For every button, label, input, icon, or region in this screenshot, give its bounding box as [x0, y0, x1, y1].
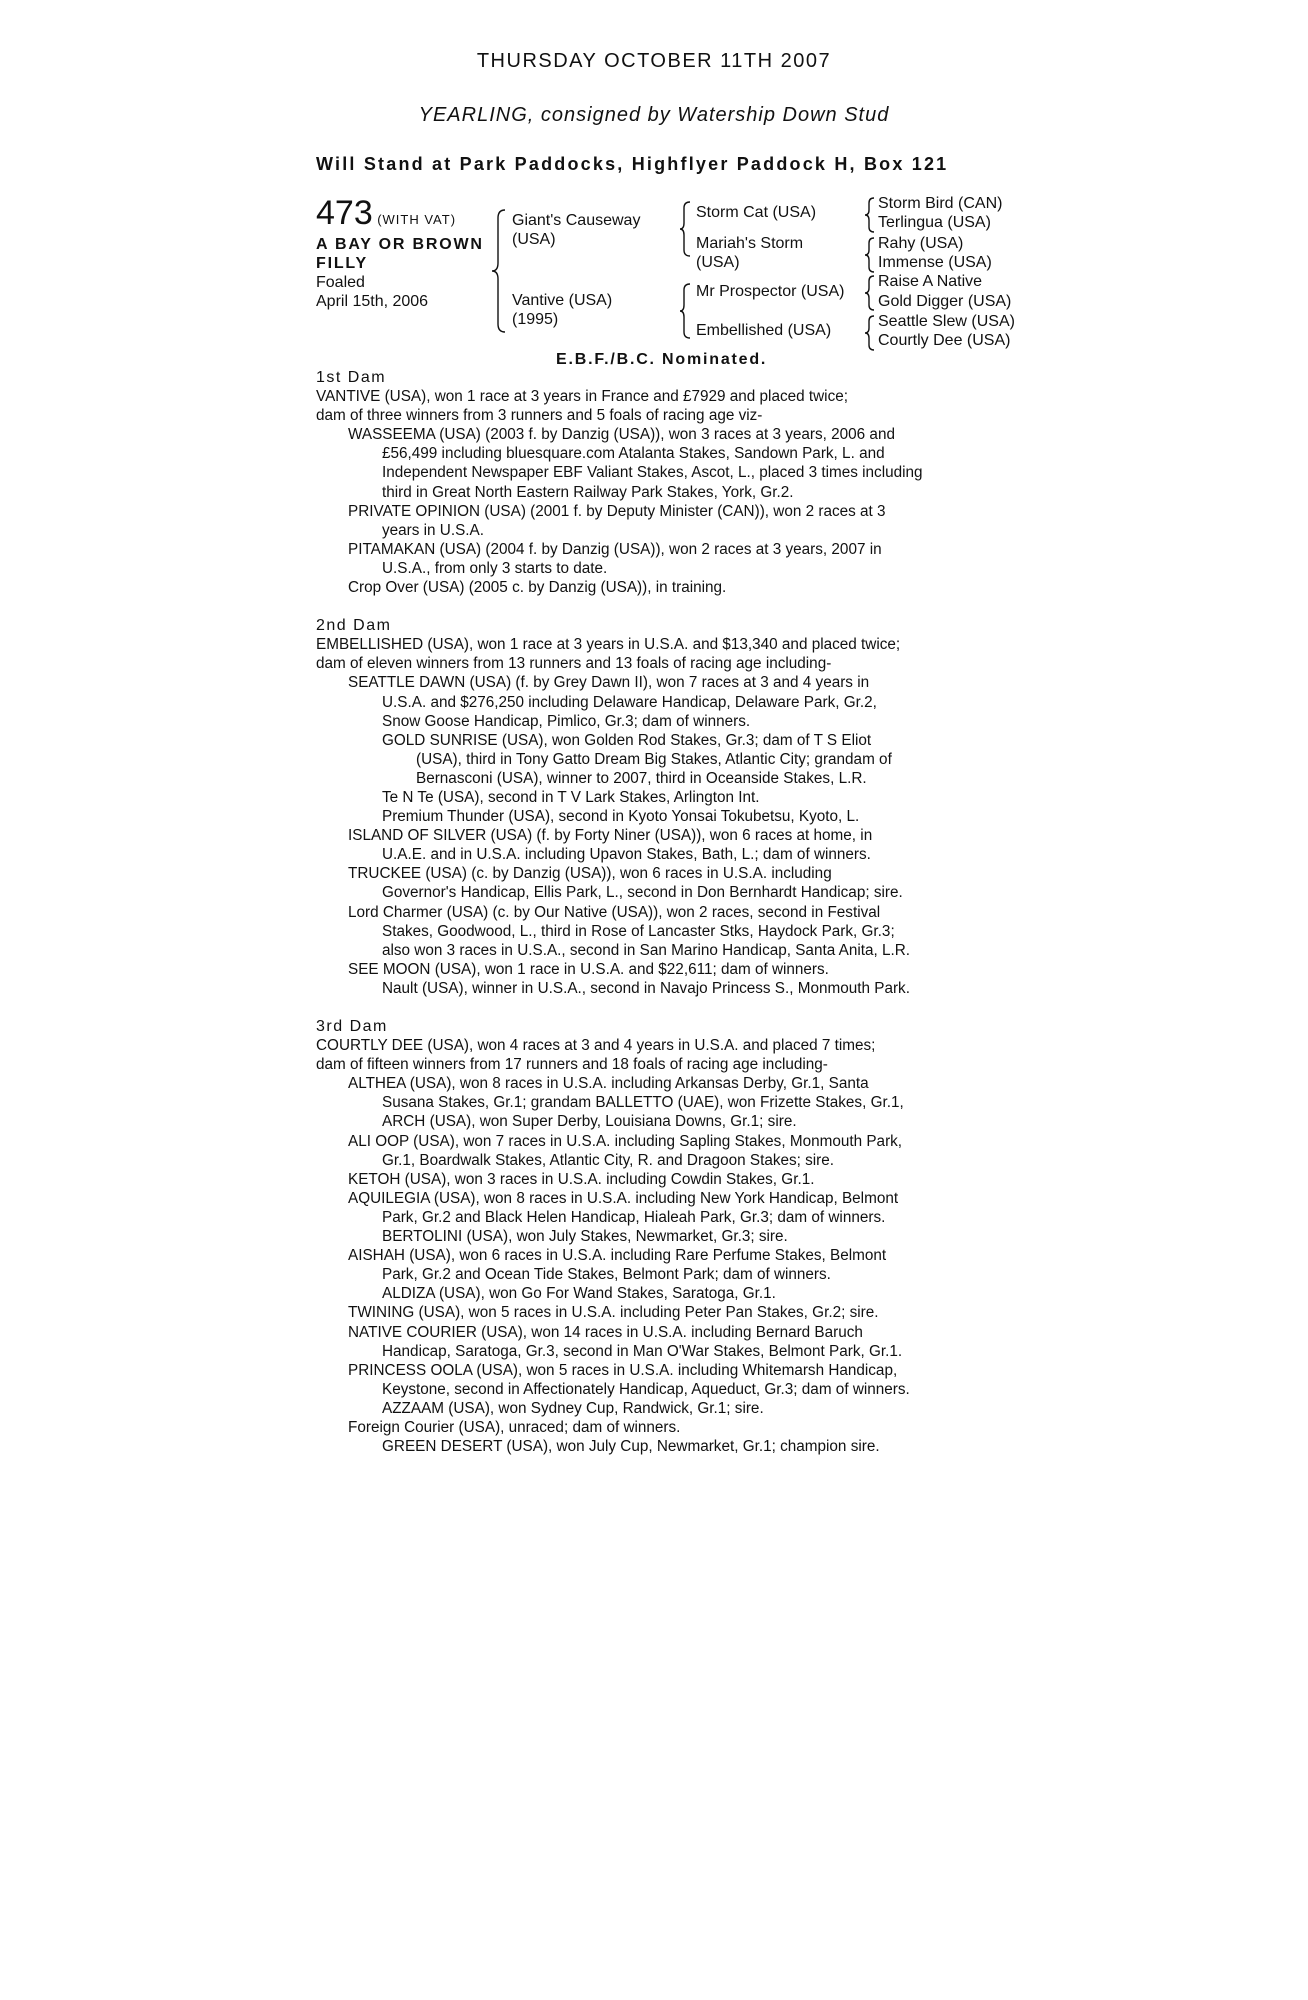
second-dam-line: Stakes, Goodwood, L., third in Rose of Lancaster Stks, Haydock Park, Gr.3; — [382, 922, 895, 940]
second-dam-line: Governor's Handicap, Ellis Park, L., second in Don Bernhardt Handicap; sire. — [382, 884, 903, 902]
second-dam-line: also won 3 races in U.S.A., second in San Marino Handicap, Santa Anita, L.R. — [382, 941, 911, 959]
first-dam-line: WASSEEMA (USA) (2003 f. by Danzig (USA)), won 3 races at 3 years, 2006 and — [348, 426, 895, 444]
third-dam-line: Handicap, Saratoga, Gr.3, second in Man O'War Stakes, Belmont Park, Gr.1. — [382, 1342, 903, 1360]
first-dam-line: Crop Over (USA) (2005 c. by Danzig (USA)), in training. — [348, 579, 727, 597]
consignment-line: YEARLING, consigned by Watership Down Stud — [418, 104, 890, 126]
third-dam-line: Susana Stakes, Gr.1; grandam BALLETTO (UAE), won Frizette Stakes, Gr.1, — [382, 1094, 904, 1112]
first-dam-line: VANTIVE (USA), won 1 race at 3 years in France and £7929 and placed twice; — [316, 388, 848, 406]
pedigree-brace-g4 — [864, 314, 876, 352]
third-dam-line: ALI OOP (USA), won 7 races in U.S.A. including Sapling Stakes, Monmouth Park, — [348, 1132, 903, 1150]
second-dam-line: SEATTLE DAWN (USA) (f. by Grey Dawn II), won 7 races at 3 and 4 years in — [348, 674, 870, 692]
third-dam-line: ALTHEA (USA), won 8 races in U.S.A. including Arkansas Derby, Gr.1, Santa — [348, 1075, 869, 1093]
pedigree-brace-sire — [678, 200, 692, 258]
third-dam-line: Gr.1, Boardwalk Stakes, Atlantic City, R. and Dragoon Stakes; sire. — [382, 1151, 835, 1169]
gen3-5: Raise A Native — [878, 273, 983, 290]
second-dam-line: Te N Te (USA), second in T V Lark Stakes, Arlington Int. — [382, 788, 760, 806]
third-dam-line: Keystone, second in Affectionately Handicap, Aqueduct, Gr.3; dam of winners. — [382, 1380, 910, 1398]
first-dam-line: PRIVATE OPINION (USA) (2001 f. by Deputy Minister (CAN)), won 2 races at 3 — [348, 502, 886, 520]
first-dam-line: U.S.A., from only 3 starts to date. — [382, 559, 608, 577]
third-dam-heading: 3rd Dam — [316, 1018, 388, 1035]
third-dam-line: PRINCESS OOLA (USA), won 5 races in U.S.A. including Whitemarsh Handicap, — [348, 1361, 898, 1379]
pedigree-brace-main — [490, 208, 508, 334]
gen3-1: Storm Bird (CAN) — [878, 195, 1003, 212]
third-dam-line: dam of fifteen winners from 17 runners and 18 foals of racing age including- — [316, 1056, 828, 1074]
second-dam-line: Bernasconi (USA), winner to 2007, third in Oceanside Stakes, L.R. — [416, 769, 867, 787]
sire-sire: Storm Cat (USA) — [696, 204, 817, 221]
lot-description-2: FILLY — [316, 255, 368, 272]
lot-number-row — [316, 194, 456, 233]
sire-dam-2: (USA) — [696, 254, 740, 271]
second-dam-line: GOLD SUNRISE (USA), won Golden Rod Stakes, Gr.3; dam of T S Eliot — [382, 731, 872, 749]
nomination-note: E.B.F./B.C. Nominated. — [556, 351, 768, 368]
third-dam-line: Park, Gr.2 and Black Helen Handicap, Hialeah Park, Gr.3; dam of winners. — [382, 1208, 886, 1226]
first-dam-line: PITAMAKAN (USA) (2004 f. by Danzig (USA)), won 2 races at 3 years, 2007 in — [348, 540, 882, 558]
third-dam-line: Foreign Courier (USA), unraced; dam of winners. — [348, 1418, 681, 1436]
first-dam-heading: 1st Dam — [316, 369, 387, 386]
third-dam-line: COURTLY DEE (USA), won 4 races at 3 and 4 years in U.S.A. and placed 7 times; — [316, 1037, 876, 1055]
third-dam-line: NATIVE COURIER (USA), won 14 races in U.S.A. including Bernard Baruch — [348, 1323, 863, 1341]
vat-note: (WITH VAT) — [377, 212, 457, 227]
third-dam-line: KETOH (USA), won 3 races in U.S.A. including Cowdin Stakes, Gr.1. — [348, 1170, 815, 1188]
second-dam-line: dam of eleven winners from 13 runners and 13 foals of racing age including- — [316, 655, 832, 673]
third-dam-line: AZZAAM (USA), won Sydney Cup, Randwick, Gr.1; sire. — [382, 1399, 764, 1417]
produce-record — [316, 368, 1006, 1456]
gen3-7: Seattle Slew (USA) — [878, 313, 1015, 330]
sire-name-2: (USA) — [512, 231, 556, 248]
second-dam-line: Lord Charmer (USA) (c. by Our Native (USA)), won 2 races, second in Festival — [348, 903, 881, 921]
lot-description-1: A BAY OR BROWN — [316, 236, 484, 253]
pedigree-brace-dam — [678, 282, 692, 340]
gen3-2: Terlingua (USA) — [878, 214, 991, 231]
first-dam-line: £56,499 including bluesquare.com Atalanta Stakes, Sandown Park, L. and — [382, 445, 885, 463]
second-dam-line: U.S.A. and $276,250 including Delaware Handicap, Delaware Park, Gr.2, — [382, 693, 877, 711]
second-dam-heading: 2nd Dam — [316, 617, 392, 635]
second-dam-line: Snow Goose Handicap, Pimlico, Gr.3; dam of winners. — [382, 712, 751, 730]
dam-name-2: (1995) — [512, 311, 559, 328]
second-dam-line: Premium Thunder (USA), second in Kyoto Yonsai Tokubetsu, Kyoto, L. — [382, 808, 860, 826]
third-dam-line: Park, Gr.2 and Ocean Tide Stakes, Belmont Park; dam of winners. — [382, 1266, 831, 1284]
third-dam-line: ALDIZA (USA), won Go For Wand Stakes, Saratoga, Gr.1. — [382, 1285, 776, 1303]
dam-dam: Embellished (USA) — [696, 322, 832, 339]
foaled-label: Foaled — [316, 274, 365, 291]
first-dam-line: years in U.S.A. — [382, 521, 485, 539]
sale-date: THURSDAY OCTOBER 11TH 2007 — [476, 50, 832, 72]
gen3-3: Rahy (USA) — [878, 235, 964, 252]
lot-number: 473 — [316, 194, 373, 232]
sire-dam-1: Mariah's Storm — [696, 235, 804, 252]
gen3-8: Courtly Dee (USA) — [878, 332, 1011, 349]
third-dam-line: GREEN DESERT (USA), won July Cup, Newmarket, Gr.1; champion sire. — [382, 1438, 880, 1456]
second-dam-line: ISLAND OF SILVER (USA) (f. by Forty Niner (USA)), won 6 races at home, in — [348, 827, 873, 845]
second-dam-line: (USA), third in Tony Gatto Dream Big Stakes, Atlantic City; grandam of — [416, 750, 892, 768]
first-dam-line: third in Great North Eastern Railway Park Stakes, York, Gr.2. — [382, 483, 794, 501]
pedigree-brace-g1 — [864, 196, 876, 234]
first-dam-line: Independent Newspaper EBF Valiant Stakes, Ascot, L., placed 3 times including — [382, 464, 923, 482]
second-dam-line: Nault (USA), winner in U.S.A., second in Navajo Princess S., Monmouth Park. — [382, 979, 910, 997]
second-dam-line: U.A.E. and in U.S.A. including Upavon Stakes, Bath, L.; dam of winners. — [382, 846, 871, 864]
third-dam-line: AISHAH (USA), won 6 races in U.S.A. including Rare Perfume Stakes, Belmont — [348, 1247, 887, 1265]
gen3-6: Gold Digger (USA) — [878, 293, 1012, 310]
third-dam-line: BERTOLINI (USA), won July Stakes, Newmarket, Gr.3; sire. — [382, 1228, 788, 1246]
third-dam-line: TWINING (USA), won 5 races in U.S.A. including Peter Pan Stakes, Gr.2; sire. — [348, 1304, 879, 1322]
first-dam-line: dam of three winners from 3 runners and 5 foals of racing age viz- — [316, 407, 763, 425]
pedigree-brace-g3 — [864, 274, 876, 312]
dam-sire: Mr Prospector (USA) — [696, 283, 845, 300]
foaled-date: April 15th, 2006 — [316, 293, 429, 310]
second-dam-line: TRUCKEE (USA) (c. by Danzig (USA)), won 6 races in U.S.A. including — [348, 865, 832, 883]
third-dam-line: ARCH (USA), won Super Derby, Louisiana Downs, Gr.1; sire. — [382, 1113, 797, 1131]
pedigree-brace-g2 — [864, 236, 876, 274]
second-dam-line: SEE MOON (USA), won 1 race in U.S.A. and $22,611; dam of winners. — [348, 960, 829, 978]
location-line: Will Stand at Park Paddocks, Highflyer Paddock H, Box 121 — [316, 154, 949, 174]
gen3-4: Immense (USA) — [878, 254, 992, 271]
sire-name-1: Giant's Causeway — [512, 212, 641, 229]
third-dam-line: AQUILEGIA (USA), won 8 races in U.S.A. including New York Handicap, Belmont — [348, 1189, 899, 1207]
dam-name-1: Vantive (USA) — [512, 292, 613, 309]
second-dam-line: EMBELLISHED (USA), won 1 race at 3 years in U.S.A. and $13,340 and placed twice; — [316, 636, 901, 654]
